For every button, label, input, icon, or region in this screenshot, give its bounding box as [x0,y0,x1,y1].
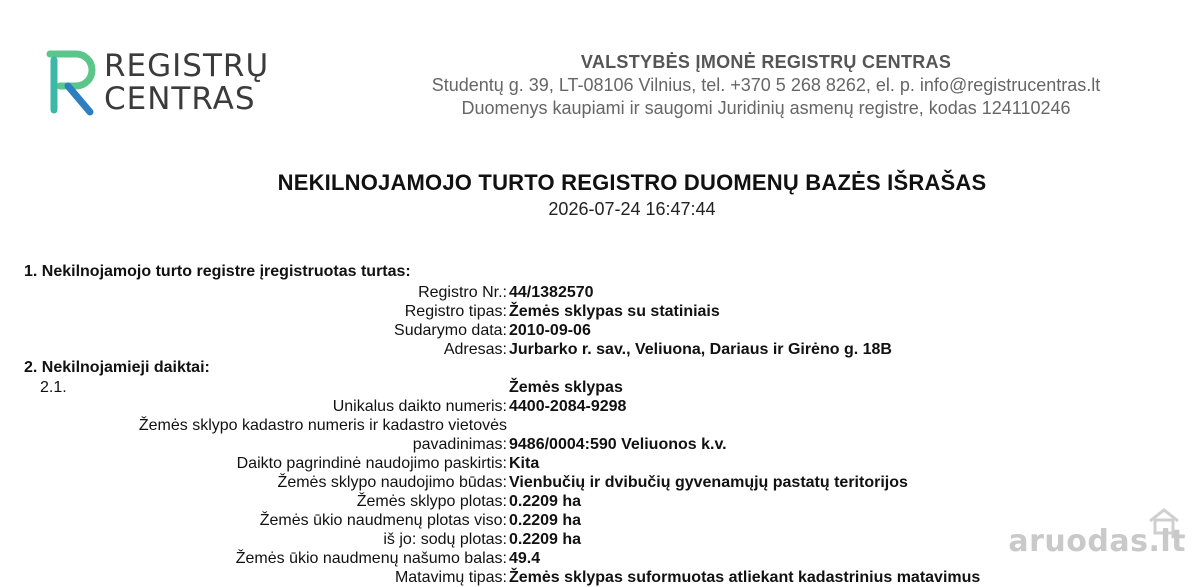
field-value: Žemės sklypas suformuotas atliekant kadastrinius matavimus [509,569,981,586]
logo-line2: CENTRAS [104,81,256,117]
main-purpose-row [0,454,1200,473]
address-row [0,340,1200,359]
document-timestamp: 2026-07-24 16:47:44 [548,199,716,219]
organization-header [396,52,1136,119]
organization-address: Studentų g. 39, LT-08106 Vilnius, tel. +370 5 268 8262, el. p. info@registrucentras.lt [431,75,1101,95]
item-number: 2.1. [40,379,67,396]
field-label: Unikalus daikto numeris: [332,398,507,415]
section-1-heading: 1. Nekilnojamojo turto registre įregistruotas turtas: [24,263,411,280]
logo-line1: REGISTRŲ [104,48,270,84]
unique-number-row [0,397,1200,416]
rc-monogram-icon [46,50,102,118]
land-use-row [0,473,1200,492]
document-title: NEKILNOJAMOJO TURTO REGISTRO DUOMENŲ BAZĖS IŠRAŠAS [277,170,987,195]
field-value: 0.2209 ha [509,531,582,548]
plot-area-row [0,492,1200,511]
field-label: Matavimų tipas: [394,569,507,586]
field-label: Daikto pagrindinė naudojimo paskirtis: [236,455,507,472]
field-value: 2010-09-06 [509,322,591,339]
aruodas-watermark: aruodas.lt [1008,524,1186,559]
field-label: Žemės ūkio naudmenų plotas viso: [259,512,507,529]
field-value: 9486/0004:590 Veliuonos k.v. [509,436,727,453]
field-value: 0.2209 ha [509,512,582,529]
organization-name: VALSTYBĖS ĮMONĖ REGISTRŲ CENTRAS [580,52,952,72]
field-value: 4400-2084-9298 [509,398,627,415]
registry-type-row [0,302,1200,321]
registry-number-row [0,283,1200,302]
field-value: Žemės sklypas su statiniais [509,303,720,320]
field-label: pavadinimas: [412,436,507,453]
field-value: Jurbarko r. sav., Veliuona, Dariaus ir Girėno g. 18B [509,341,892,358]
field-label: Sudarymo data: [394,322,507,339]
measurement-type-row [0,568,1200,587]
section-2-heading: 2. Nekilnojamieji daiktai: [24,359,210,376]
field-value: 0.2209 ha [509,493,582,510]
cadastral-number-label-row [0,416,1200,435]
creation-date-row [0,321,1200,340]
field-label: Žemės sklypo plotas: [356,493,507,510]
item-header-row [0,378,1200,397]
field-value: 44/1382570 [509,284,594,301]
logo-text [104,50,269,116]
registru-centras-logo [46,48,270,120]
field-label: Registro Nr.: [418,284,507,301]
item-title: Žemės sklypas [509,379,623,396]
field-label: Registro tipas: [404,303,507,320]
field-label: Žemės sklypo naudojimo būdas: [277,474,507,491]
field-label: Adresas: [443,341,507,358]
organization-register-info: Duomenys kaupiami ir saugomi Juridinių asmenų registre, kodas 124110246 [461,98,1071,118]
field-label: Žemės ūkio naudmenų našumo balas: [235,550,507,567]
cadastral-number-row [0,435,1200,454]
field-value: Kita [509,455,540,472]
field-value: Vienbučių ir dvibučių gyvenamųjų pastatų teritorijos [509,474,908,491]
field-label: iš jo: sodų plotas: [383,531,507,548]
field-value: 49.4 [509,550,541,567]
field-label: Žemės sklypo kadastro numeris ir kadastro vietovės [138,417,507,434]
